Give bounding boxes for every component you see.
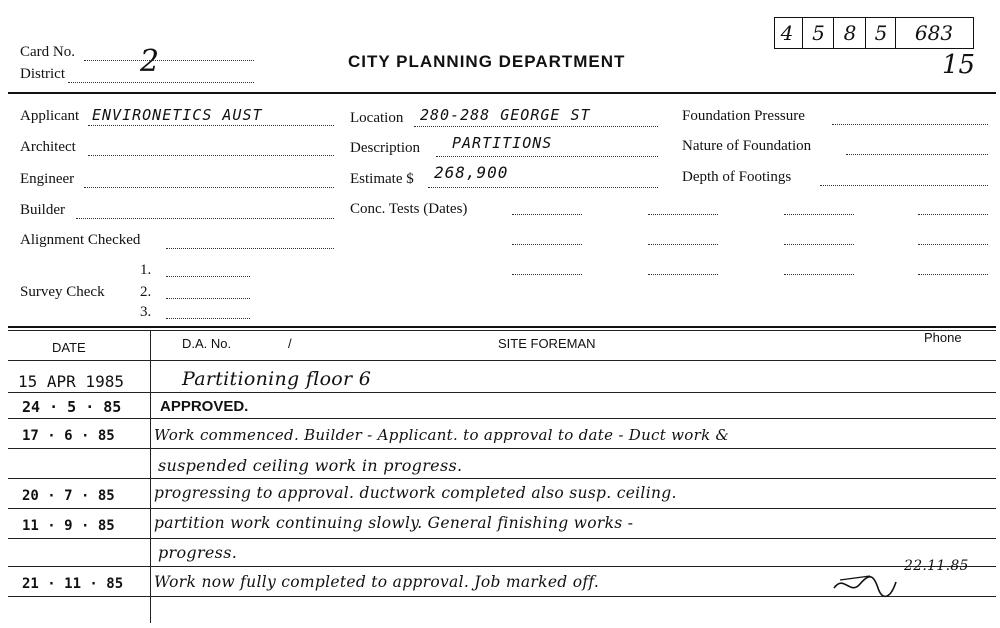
conc-test-line bbox=[512, 244, 582, 245]
row-rule bbox=[8, 538, 996, 539]
description-label: Description bbox=[350, 140, 420, 156]
location-line bbox=[414, 126, 658, 127]
conc-test-line bbox=[512, 214, 582, 215]
depth-footings-label: Depth of Footings bbox=[682, 169, 792, 185]
description-line bbox=[436, 156, 658, 157]
entry-text: Work commenced. Builder - Applicant. to approval to date - Duct work & bbox=[154, 426, 730, 444]
alignment-label: Alignment Checked bbox=[20, 232, 141, 248]
conc-test-line bbox=[918, 244, 988, 245]
architect-label: Architect bbox=[20, 139, 76, 155]
card-no-line bbox=[84, 60, 254, 61]
row-rule bbox=[8, 448, 996, 449]
entry-date: 17 · 6 · 85 bbox=[22, 428, 115, 444]
ref-digit: 5 bbox=[802, 18, 834, 48]
applicant-line bbox=[88, 125, 334, 126]
builder-label: Builder bbox=[20, 202, 65, 218]
ref-digit: 8 bbox=[833, 18, 866, 48]
conc-test-line bbox=[784, 274, 854, 275]
survey-line bbox=[166, 318, 250, 319]
ref-digit: 5 bbox=[865, 18, 896, 48]
entry-date: 20 · 7 · 85 bbox=[22, 488, 115, 504]
depth-footings-line bbox=[820, 185, 988, 186]
survey-num: 1. bbox=[140, 262, 152, 278]
survey-num: 3. bbox=[140, 304, 152, 320]
foundation-pressure-line bbox=[832, 124, 988, 125]
log-header-line bbox=[8, 360, 996, 361]
entry-date: 11 · 9 · 85 bbox=[22, 518, 115, 534]
entry-text: APPROVED. bbox=[160, 398, 249, 415]
entry-date: 24 · 5 · 85 bbox=[22, 398, 122, 416]
signoff-date: 22.11.85 bbox=[904, 558, 969, 574]
reference-number-box bbox=[774, 17, 974, 49]
estimate-label: Estimate $ bbox=[350, 171, 414, 187]
estimate-value: 268,900 bbox=[434, 163, 509, 182]
da-header: D.A. No. bbox=[182, 336, 232, 351]
ref-digit: 4 bbox=[780, 21, 794, 45]
survey-line bbox=[166, 298, 250, 299]
entry-text: progressing to approval. ductwork completed also susp. ceiling. bbox=[154, 484, 677, 502]
foreman-header: SITE FOREMAN bbox=[498, 336, 596, 351]
builder-line bbox=[76, 218, 334, 219]
conc-test-line bbox=[648, 214, 718, 215]
row-rule bbox=[8, 508, 996, 509]
conc-test-line bbox=[512, 274, 582, 275]
location-value: 280-288 GEORGE ST bbox=[420, 106, 591, 124]
header-divider bbox=[8, 92, 996, 94]
conc-test-line bbox=[918, 214, 988, 215]
description-value: PARTITIONS bbox=[452, 134, 553, 152]
applicant-label: Applicant bbox=[20, 108, 80, 124]
card-no-value: 2 bbox=[140, 44, 160, 79]
row-rule bbox=[8, 478, 996, 479]
survey-line bbox=[166, 276, 250, 277]
da-slash: / bbox=[288, 336, 292, 351]
estimate-line bbox=[428, 187, 658, 188]
conc-test-line bbox=[648, 244, 718, 245]
survey-label: Survey Check bbox=[20, 284, 105, 300]
row-rule bbox=[8, 418, 996, 419]
entry-text: Partitioning floor 6 bbox=[182, 368, 372, 390]
entry-text: suspended ceiling work in progress. bbox=[158, 456, 463, 475]
location-label: Location bbox=[350, 110, 404, 126]
district-line bbox=[68, 82, 254, 83]
conc-test-line bbox=[918, 274, 988, 275]
card-no-label: Card No. bbox=[20, 44, 75, 60]
entry-text: partition work continuing slowly. General finishing works - bbox=[154, 514, 634, 532]
entry-date: 21 · 11 · 85 bbox=[22, 576, 124, 592]
nature-foundation-line bbox=[846, 154, 988, 155]
foundation-pressure-label: Foundation Pressure bbox=[682, 108, 805, 124]
conc-test-line bbox=[784, 214, 854, 215]
conc-tests-label: Conc. Tests (Dates) bbox=[350, 201, 468, 217]
architect-line bbox=[88, 155, 334, 156]
ref-below: 15 bbox=[942, 50, 976, 80]
log-column-divider bbox=[150, 331, 151, 623]
log-divider bbox=[8, 326, 996, 328]
applicant-value: ENVIRONETICS AUST bbox=[92, 106, 263, 124]
engineer-label: Engineer bbox=[20, 171, 75, 187]
entry-text: Work now fully completed to approval. Job marked off. bbox=[154, 573, 600, 591]
engineer-line bbox=[84, 187, 334, 188]
entry-date: 15 APR 1985 bbox=[18, 372, 124, 391]
signature bbox=[830, 566, 900, 606]
district-label: District bbox=[20, 66, 65, 82]
date-header: DATE bbox=[52, 340, 86, 355]
alignment-line bbox=[166, 248, 334, 249]
row-rule bbox=[8, 392, 996, 393]
entry-text: progress. bbox=[158, 543, 238, 562]
conc-test-line bbox=[648, 274, 718, 275]
page-title: CITY PLANNING DEPARTMENT bbox=[348, 52, 626, 71]
nature-foundation-label: Nature of Foundation bbox=[682, 138, 812, 154]
survey-num: 2. bbox=[140, 284, 152, 300]
conc-test-line bbox=[784, 244, 854, 245]
ref-digit: 683 bbox=[895, 18, 972, 48]
phone-header: Phone bbox=[924, 330, 962, 345]
log-divider bbox=[8, 330, 996, 331]
